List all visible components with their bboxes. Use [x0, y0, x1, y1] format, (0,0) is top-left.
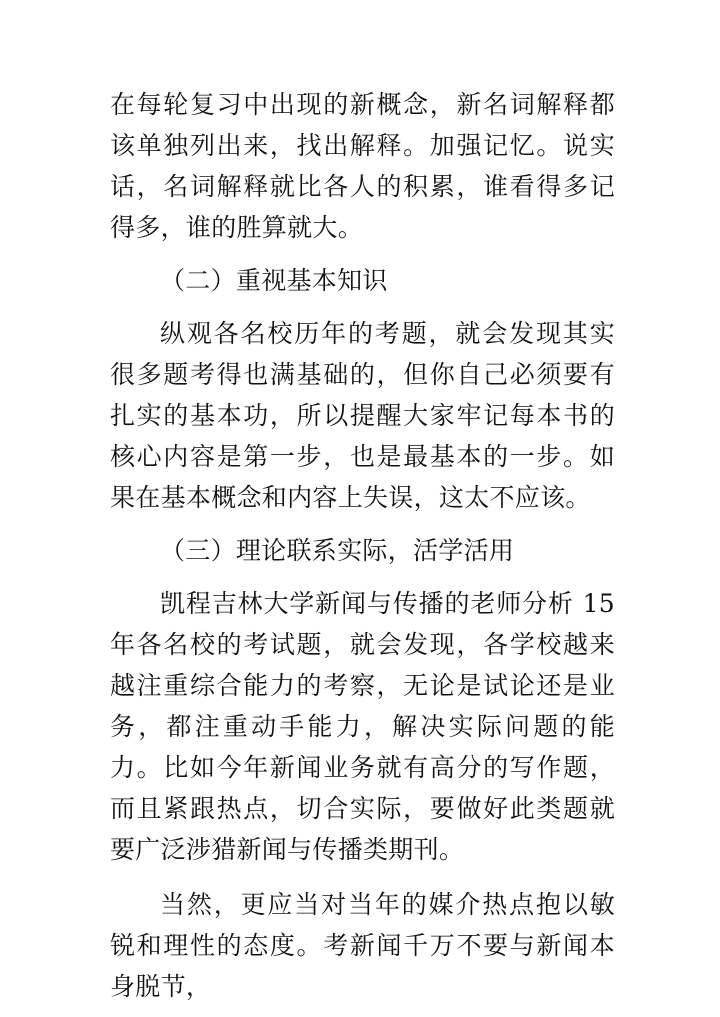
document-page: [110, 84, 615, 1007]
paragraph-memorize-terms: 在每轮复习中出现的新概念，新名词解释都该单独列出来，找出解释。加强记忆。说实话，名词解释就比各人的积累，谁看得多记得多，谁的胜算就大。: [110, 90, 615, 242]
paragraph-media-hotspots: 当然，更应当对当年的媒介热点抱以敏锐和理性的态度。考新闻千万不要与新闻本身脱节，: [110, 890, 615, 1001]
paragraph-basic-knowledge: 纵观各名校历年的考题，就会发现其实很多题考得也满基础的，但你自己必须要有扎实的基本功，所以提醒大家牢记每本书的核心内容是第一步，也是最基本的一步。如果在基本概念和内容上失误，这太不应该。: [110, 319, 615, 512]
paragraph-theory-practice: 凯程吉林大学新闻与传播的老师分析 15 年各名校的考试题，就会发现，各学校越来越注重综合能力的考察，无论是试论还是业务，都注重动手能力，解决实际问题的能力。比如今年新闻业务就有高分的写作题，而且紧跟热点，切合实际，要做好此类题就要广泛涉猎新闻与传播类期刊。: [110, 589, 615, 864]
heading-theory-practice: （三）理论联系实际，活学活用: [160, 536, 515, 565]
heading-basic-knowledge: （二）重视基本知识: [160, 266, 388, 295]
